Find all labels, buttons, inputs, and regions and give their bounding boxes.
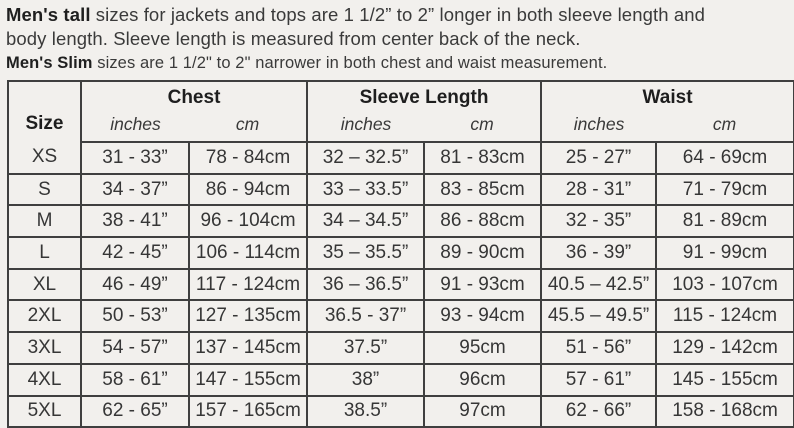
subheader-sleeve-cm: cm [424,109,541,142]
cell-waist-cm: 81 - 89cm [656,205,794,237]
cell-chest-inches: 54 - 57” [81,332,189,364]
cell-waist-cm: 71 - 79cm [656,174,794,206]
cell-size: XS [8,142,81,174]
cell-sleeve-cm: 93 - 94cm [424,300,541,332]
cell-waist-inches: 45.5 – 49.5” [541,300,656,332]
cell-chest-cm: 106 - 114cm [189,237,307,269]
table-row [8,300,794,332]
subheader-chest-inches: inches [81,109,189,142]
cell-sleeve-cm: 96cm [424,364,541,396]
column-header-size: Size [8,81,81,142]
cell-waist-inches: 32 - 35” [541,205,656,237]
cell-size: XL [8,269,81,301]
cell-waist-inches: 57 - 61” [541,364,656,396]
cell-size: 2XL [8,300,81,332]
cell-size: L [8,237,81,269]
cell-waist-inches: 40.5 – 42.5” [541,269,656,301]
cell-waist-inches: 28 - 31” [541,174,656,206]
cell-waist-cm: 158 - 168cm [656,396,794,428]
cell-waist-inches: 25 - 27” [541,142,656,174]
cell-chest-cm: 157 - 165cm [189,396,307,428]
cell-sleeve-inches: 33 – 33.5” [307,174,424,206]
cell-sleeve-cm: 91 - 93cm [424,269,541,301]
cell-sleeve-inches: 36 – 36.5” [307,269,424,301]
cell-size: 5XL [8,396,81,428]
cell-size: 4XL [8,364,81,396]
cell-waist-inches: 62 - 66” [541,396,656,428]
cell-waist-cm: 103 - 107cm [656,269,794,301]
subheader-sleeve-inches: inches [307,109,424,142]
cell-sleeve-inches: 37.5” [307,332,424,364]
cell-chest-inches: 62 - 65” [81,396,189,428]
cell-chest-inches: 58 - 61” [81,364,189,396]
table-row [8,332,794,364]
cell-chest-inches: 38 - 41” [81,205,189,237]
cell-sleeve-cm: 86 - 88cm [424,205,541,237]
table-row [8,237,794,269]
intro-line-1 [6,3,790,27]
cell-waist-inches: 36 - 39” [541,237,656,269]
cell-sleeve-inches: 34 – 34.5” [307,205,424,237]
subheader-waist-cm: cm [656,109,794,142]
intro-line-1-bold: Men's tall [6,4,91,25]
cell-sleeve-inches: 38.5” [307,396,424,428]
table-row [8,205,794,237]
table-row [8,174,794,206]
cell-waist-cm: 91 - 99cm [656,237,794,269]
cell-waist-inches: 51 - 56” [541,332,656,364]
group-header-waist: Waist [642,87,693,108]
cell-sleeve-inches: 36.5 - 37” [307,300,424,332]
cell-sleeve-cm: 89 - 90cm [424,237,541,269]
cell-chest-inches: 50 - 53” [81,300,189,332]
cell-sleeve-cm: 95cm [424,332,541,364]
cell-waist-cm: 129 - 142cm [656,332,794,364]
subheader-waist-inches: inches [541,109,656,142]
cell-sleeve-cm: 81 - 83cm [424,142,541,174]
cell-chest-cm: 147 - 155cm [189,364,307,396]
table-row [8,364,794,396]
cell-chest-cm: 127 - 135cm [189,300,307,332]
subheader-chest-cm: cm [189,109,307,142]
cell-chest-inches: 46 - 49” [81,269,189,301]
cell-size: S [8,174,81,206]
cell-waist-cm: 115 - 124cm [656,300,794,332]
cell-sleeve-cm: 97cm [424,396,541,428]
cell-sleeve-cm: 83 - 85cm [424,174,541,206]
cell-size: 3XL [8,332,81,364]
intro-line-3-bold: Men's Slim [6,54,93,72]
cell-chest-inches: 34 - 37” [81,174,189,206]
cell-chest-cm: 137 - 145cm [189,332,307,364]
cell-chest-cm: 78 - 84cm [189,142,307,174]
intro-line-2: body length. Sleeve length is measured from center back of the neck. [6,27,581,49]
intro-line-1-rest: sizes for jackets and tops are 1 1/2” to 2” longer in both sleeve length and [90,4,706,25]
group-header-sleeve-length: Sleeve Length [307,81,541,109]
cell-chest-inches: 42 - 45” [81,237,189,269]
size-chart-table [7,80,794,428]
cell-sleeve-inches: 32 – 32.5” [307,142,424,174]
table-row [8,142,794,174]
intro-line-3 [6,50,790,74]
group-header-chest: Chest [81,81,307,109]
cell-chest-cm: 86 - 94cm [189,174,307,206]
intro-text [0,0,794,74]
cell-chest-cm: 117 - 124cm [189,269,307,301]
cell-sleeve-inches: 35 – 35.5” [307,237,424,269]
cell-chest-cm: 96 - 104cm [189,205,307,237]
table-row [8,269,794,301]
cell-waist-cm: 145 - 155cm [656,364,794,396]
cell-size: M [8,205,81,237]
cell-waist-cm: 64 - 69cm [656,142,794,174]
cell-sleeve-inches: 38” [307,364,424,396]
table-row [8,396,794,428]
cell-chest-inches: 31 - 33” [81,142,189,174]
intro-line-3-rest: sizes are 1 1/2" to 2" narrower in both chest and waist measurement. [92,54,608,72]
